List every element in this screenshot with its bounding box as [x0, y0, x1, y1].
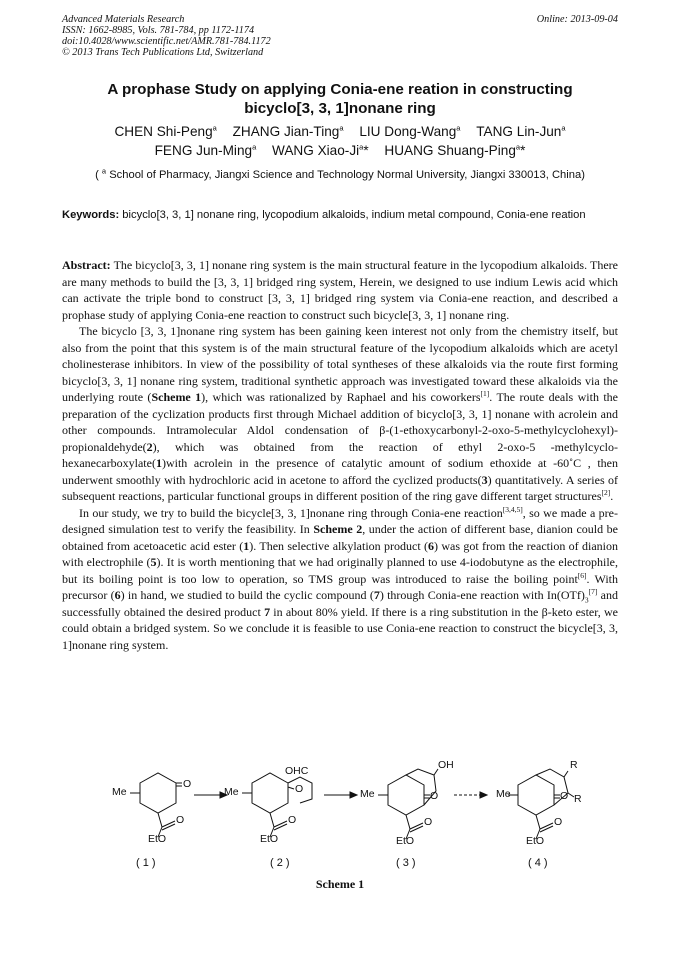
compound-1-structure: [130, 773, 185, 837]
journal-name: Advanced Materials Research: [62, 14, 185, 25]
ethoxy-label: EtO: [526, 835, 545, 847]
scheme-figure: [62, 759, 618, 895]
keywords: [62, 207, 618, 224]
aldehyde-label: OHC: [285, 765, 309, 777]
journal-header: [62, 14, 618, 58]
journal-copyright: © 2013 Trans Tech Publications Ltd, Switzerland: [62, 47, 264, 58]
compound-3-structure: [378, 769, 438, 839]
oxygen-label: O: [183, 778, 192, 790]
author-line-1: [62, 122, 618, 141]
author: FENG Jun-Ming$^a$: [154, 142, 257, 158]
oxygen-label: O: [430, 790, 439, 802]
dashed-arrow: [454, 792, 487, 798]
oxygen-label: O: [288, 814, 297, 826]
methyl-label: Me: [224, 786, 239, 798]
hydroxyl-label: OH: [438, 759, 454, 771]
author: ZHANG Jian-Ting$^a$: [232, 123, 344, 139]
compound-number-3: ( 3 ): [396, 857, 416, 869]
substituent-r-label: R: [574, 793, 582, 805]
oxygen-label: O: [424, 816, 433, 828]
author-line-2: [62, 141, 618, 160]
ethoxy-label: EtO: [396, 835, 415, 847]
paper-title: [62, 80, 618, 118]
oxygen-label: O: [560, 790, 569, 802]
author: CHEN Shi-Peng$^a$: [114, 123, 217, 139]
citation: [7]: [588, 587, 598, 596]
methyl-label: Me: [360, 788, 375, 800]
oxygen-label: O: [176, 814, 185, 826]
compound-number-4: ( 4 ): [528, 857, 548, 869]
reaction-arrow: [324, 792, 357, 798]
keywords-text: bicyclo[3, 3, 1] nonane ring, lycopodium alkaloids, indium metal compound, Conia-ene reation: [119, 209, 586, 221]
ethoxy-label: EtO: [260, 833, 279, 845]
citation: [3,4,5]: [502, 504, 523, 514]
substituent-r-label: R: [570, 759, 578, 771]
methyl-label: Me: [112, 786, 127, 798]
journal-issn: ISSN: 1662-8985, Vols. 781-784, pp 1172-1174: [62, 25, 255, 36]
ethoxy-label: EtO: [148, 833, 167, 845]
title-line-1: A prophase Study on applying Conia-ene reation in constructing: [107, 81, 573, 98]
author-list: [62, 122, 618, 160]
oxygen-label: O: [554, 816, 563, 828]
author: WANG Xiao-Ji$^a$*: [272, 142, 369, 158]
affiliation: ( $^a$ School of Pharmacy, Jiangxi Science and Technology Normal University, Jiangxi 330013, China): [95, 166, 585, 181]
paragraph: In our study, we try to build the bicycle[3, 3, 1]nonane ring through Conia-ene reaction[3,4,5], so we made a pre-designed simulation test to verify the feasibility. In Scheme 2, under the action of different base, dianion could be obtained from acetoacetic acid ester (1). Then selective alkylation product (6) was got from the reaction of dianion with electrophile (5). It is worth mentioning that we had originally planned to use 4-iodobutyne as the electrophile, but its boiling point is too low to operation, so TMS group was introduced to raise the boiling point[6]. With precursor (6) in hand, we studied to build the cyclic compound (7) through Conia-ene reaction with $In(OTf)_3[7]$ and successfully obtained the desired product 7 in about 80% yield. If there is a ring substitution in the β-keto ester, we could obtain a bridged system. So we conclude it is feasible to use Conia-ene reaction to construct the bicycle[3, 3, 1]nonane ring system.: [62, 504, 619, 652]
compound-number-2: ( 2 ): [270, 857, 290, 869]
online-date: Online: 2013-09-04: [536, 14, 618, 25]
abstract-label: Abstract:: [62, 258, 111, 272]
abstract-paragraph: Abstract: The bicyclo[3, 3, 1] nonane ring system is the main structural feature in the lycopodium alkaloids. There are many methods to build the [3, 3, 1] bridged ring system, Herein, we designed to use indium Lewis acid which can activate the triple bond to construct [3, 3, 1] bridged ring system via Conia-ene reaction, and described a prophase study of applying Conia-ene reaction to construct such bicycle[3, 3, 1] nonane ring.: [62, 258, 618, 322]
compound-number-1: ( 1 ): [136, 857, 156, 869]
paper-body: [62, 257, 618, 653]
author: TANG Lin-Jun$^a$: [476, 123, 566, 139]
author: HUANG Shuang-Ping$^a$*: [384, 142, 526, 158]
citation: [1]: [480, 389, 490, 398]
oxygen-label: O: [295, 783, 304, 795]
scheme-caption: Scheme 1: [315, 877, 365, 891]
reaction-arrow: [194, 792, 227, 798]
author: LIU Dong-Wang$^a$: [359, 123, 461, 139]
paragraph: The bicyclo [3, 3, 1]nonane ring system has been gaining keen interest not only from the chemistry itself, but also from the point that this system is of the main structural feature of the lycopodium alkaloids which are acetyl cholinesterase inhibitors. In view of the possibility of total syntheses of these alkaloids via the route first forming bicyclo[3, 3, 1] nonane ring system, traditional synthetic approach was investigated toward these alkaloids via the underlying route (Scheme 1), which was rationalized by Raphael and his coworkers[1]. The route deals with the preparation of the cyclization products first through Michael addition of bicyclo[3, 3, 1] nonane with acrolein and other compounds. Intramolecular Aldol condensation of β-(1-ethoxycarbonyl-2-oxo-5-methylcyclohexyl)-propionaldehyde(2), which was obtained from the reaction of ethyl 2-oxo-5 -methylcyclo-hexanecarboxylate(1)with acrolein in the presence of catalytic amount of sodium ethoxide at -60˚C , then underwent smoothly with hydrochloric acid in acetone to afford the cyclized products(3) quantitatively. A series of subsequent reactions, particular functional groups in different position of the ring gave different target structures[2].: [62, 324, 619, 503]
journal-doi: doi:10.4028/www.scientific.net/AMR.781-784.1172: [62, 36, 271, 47]
keywords-label: Keywords:: [62, 209, 120, 221]
title-line-2: bicyclo[3, 3, 1]nonane ring: [244, 100, 436, 117]
compound-4-structure: [508, 769, 574, 839]
citation: [2]: [601, 488, 611, 497]
citation: [6]: [577, 570, 587, 580]
methyl-label: Me: [496, 788, 511, 800]
